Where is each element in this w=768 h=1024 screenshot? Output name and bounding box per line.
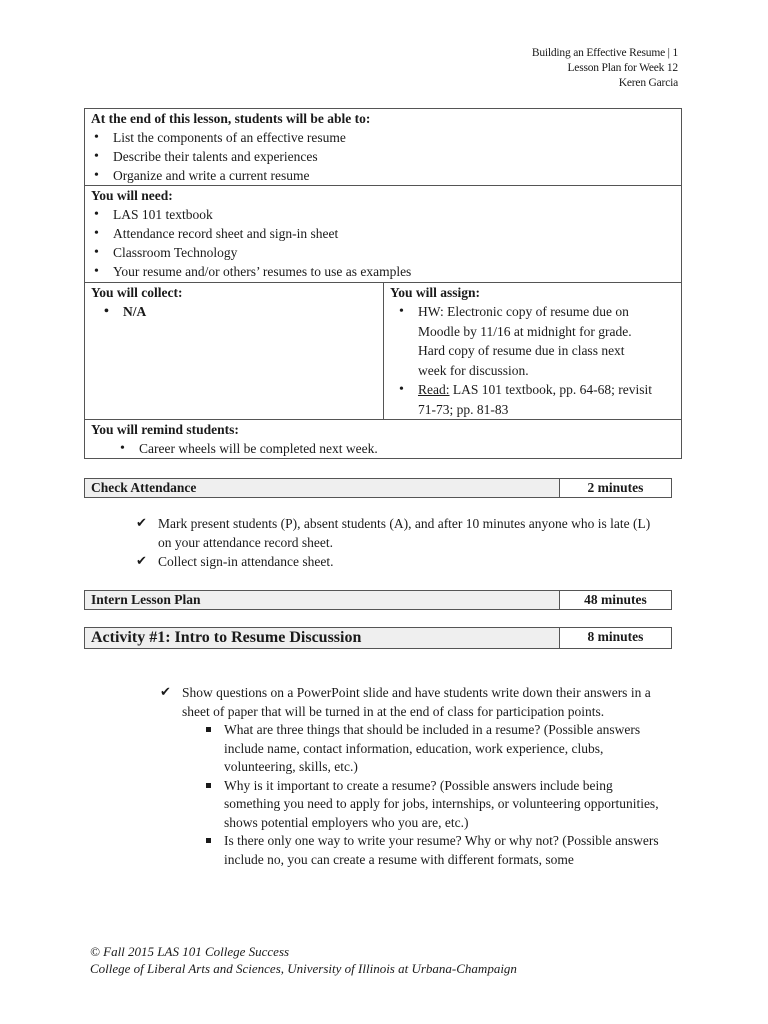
collect-cell xyxy=(85,283,384,420)
checkmark-icon: ✔ xyxy=(136,516,147,531)
header-week: Lesson Plan for Week 12 xyxy=(567,62,678,74)
need-label: You will need: xyxy=(91,188,173,203)
list-item: • List the components of an effective resume xyxy=(91,128,681,147)
list-item: • Your resume and/or others’ resumes to use as examples xyxy=(91,262,681,281)
need-list xyxy=(91,205,681,281)
activity-intro-text: Show questions on a PowerPoint slide and have students write down their answers in a sheet of paper that will be turned in at the end of class for participation points. xyxy=(182,685,651,719)
page-header xyxy=(532,46,678,91)
attendance-steps xyxy=(136,514,666,571)
attendance-title: Check Attendance xyxy=(91,480,197,495)
activity-minutes: 8 minutes xyxy=(559,628,671,648)
attendance-step-text: Mark present students (P), absent students (A), and after 10 minutes anyone who is late (L) on your attendance record sheet. xyxy=(158,516,651,550)
intern-plan-bar xyxy=(84,590,672,610)
remind-cell xyxy=(85,420,682,459)
lesson-overview-table xyxy=(84,108,682,459)
list-item xyxy=(396,380,656,419)
activity-content xyxy=(160,684,670,869)
activity-bar xyxy=(84,627,672,649)
need-cell xyxy=(85,186,682,283)
remind-list xyxy=(117,439,681,458)
assign-list xyxy=(396,302,656,419)
list-item xyxy=(136,552,666,571)
list-item: • Career wheels will be completed next week. xyxy=(117,439,681,458)
intern-plan-title: Intern Lesson Plan xyxy=(91,592,201,607)
read-label: Read: xyxy=(418,382,450,397)
list-item: • Organize and write a current resume xyxy=(91,166,681,185)
header-author: Keren Garcia xyxy=(618,77,678,89)
objectives-list xyxy=(91,128,681,185)
footer-copyright: © Fall 2015 LAS 101 College Success xyxy=(90,944,290,959)
list-item: • Classroom Technology xyxy=(91,243,681,262)
attendance-bar xyxy=(84,478,672,498)
collect-list xyxy=(101,302,383,321)
list-item: • LAS 101 textbook xyxy=(91,205,681,224)
assign-cell xyxy=(384,283,682,420)
list-item: • N/A xyxy=(101,302,383,321)
page-footer xyxy=(90,943,517,977)
checkmark-icon: ✔ xyxy=(136,554,147,569)
attendance-minutes: 2 minutes xyxy=(559,479,671,497)
intern-plan-minutes: 48 minutes xyxy=(559,591,671,609)
list-item: What are three things that should be included in a resume? (Possible answers include name, contact information, education, work experience, clubs, volunteering, skills, etc.) xyxy=(202,721,672,777)
list-item: Why is it important to create a resume? (Possible answers include being something you need to apply for jobs, internships, or volunteering opportunities, shows potential employers who you are, etc.) xyxy=(202,777,672,833)
list-item: Is there only one way to write your resume? Why or why not? (Possible answers include no, you can create a resume with different formats, some xyxy=(202,832,672,869)
read-text: LAS 101 textbook, pp. 64-68; revisit 71-73; pp. 81-83 xyxy=(418,382,652,417)
activity-title: Activity #1: Intro to Resume Discussion xyxy=(91,629,362,646)
list-item xyxy=(136,514,666,552)
remind-label: You will remind students: xyxy=(91,422,239,437)
collect-label: You will collect: xyxy=(91,285,183,300)
objectives-label: At the end of this lesson, students will be able to: xyxy=(91,111,371,126)
assign-label: You will assign: xyxy=(390,285,481,300)
header-title: Building an Effective Resume | 1 xyxy=(531,47,678,59)
checkmark-icon: ✔ xyxy=(160,685,171,700)
list-item xyxy=(396,302,656,380)
list-item: • Attendance record sheet and sign-in sheet xyxy=(91,224,681,243)
attendance-step-text: Collect sign-in attendance sheet. xyxy=(158,554,334,569)
list-item xyxy=(160,684,670,721)
footer-institution: College of Liberal Arts and Sciences, University of Illinois at Urbana-Champaign xyxy=(90,961,517,976)
list-item: • Describe their talents and experiences xyxy=(91,147,681,166)
homework-text: HW: Electronic copy of resume due on Moodle by 11/16 at midnight for grade. Hard copy of resume due in class next week for discussion. xyxy=(418,304,632,378)
objectives-cell xyxy=(85,109,682,186)
question-list xyxy=(202,721,672,869)
